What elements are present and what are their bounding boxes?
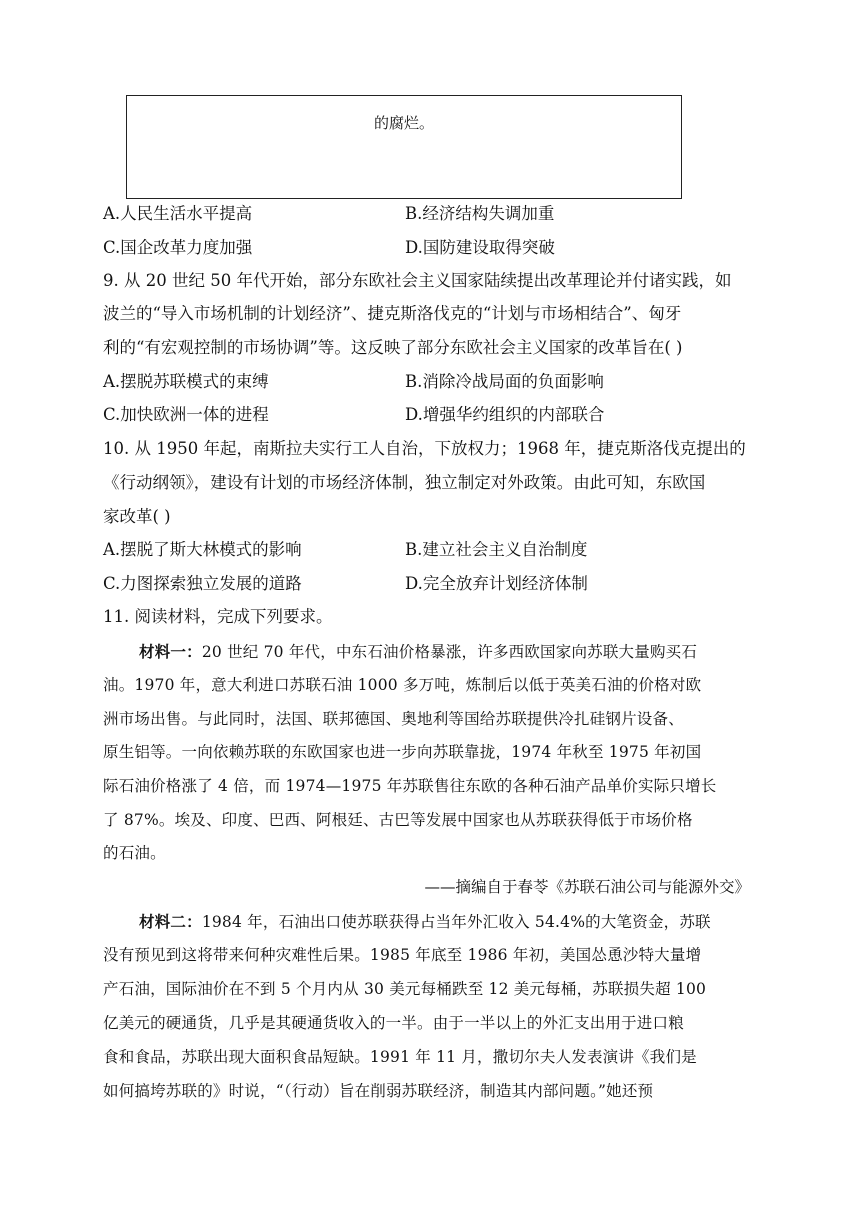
q10-stem-line-3: 家改革( ) bbox=[103, 507, 171, 526]
q10-stem-line-2: 《行动纲领》，建设有计划的市场经济体制，独立制定对外政策。由此可知，东欧国 bbox=[103, 473, 706, 492]
material-1-line-7: 的石油。 bbox=[103, 844, 166, 862]
material-2-line-6: 如何搞垮苏联的》时说，“（行动）旨在削弱苏联经济，制造其内部问题。”她还预 bbox=[103, 1082, 654, 1100]
box-text: 的腐烂。 bbox=[373, 114, 434, 132]
q9-option-a: A.摆脱苏联模式的束缚 bbox=[103, 372, 269, 391]
material-1-line-4: 原生铝等。一向依赖苏联的东欧国家也进一步向苏联靠拢，1974 年秋至 1975 年初国 bbox=[103, 743, 702, 761]
q8-option-b: B.经济结构失调加重 bbox=[405, 204, 555, 223]
q10-stem-line-1: 10. 从 1950 年起，南斯拉夫实行工人自治，下放权力；1968 年，捷克斯洛伐克提出的 bbox=[103, 439, 746, 458]
material-2-line-5: 食和食品，苏联出现大面积食品短缺。1991 年 11 月，撒切尔夫人发表演讲《我们是 bbox=[103, 1048, 697, 1066]
material-1-source: ——摘编自于春苓《苏联石油公司与能源外交》 bbox=[424, 878, 750, 896]
q9-option-b: B.消除冷战局面的负面影响 bbox=[405, 372, 604, 391]
material-2-label: 材料二： bbox=[139, 912, 202, 931]
q8-option-a: A.人民生活水平提高 bbox=[103, 204, 253, 223]
q8-option-d: D.国防建设取得突破 bbox=[405, 238, 555, 257]
q10-option-c: C.力图探索独立发展的道路 bbox=[103, 574, 302, 593]
material-1-text-1: 20 世纪 70 年代，中东石油价格暴涨，许多西欧国家向苏联大量购买石 bbox=[201, 643, 698, 661]
q10-option-a: A.摆脱了斯大林模式的影响 bbox=[103, 540, 302, 559]
material-2-line-4: 亿美元的硬通货，几乎是其硬通货收入的一半。由于一半以上的外汇支出用于进口粮 bbox=[103, 1014, 684, 1032]
material-1-line-1 bbox=[139, 644, 697, 661]
q10-option-d: D.完全放弃计划经济体制 bbox=[405, 574, 588, 593]
material-box bbox=[126, 95, 682, 199]
q9-stem-line-3: 利的“有宏观控制的市场协调”等。这反映了部分东欧社会主义国家的改革旨在( ) bbox=[103, 338, 683, 357]
q8-option-c: C.国企改革力度加强 bbox=[103, 238, 253, 257]
material-2-text-1: 1984 年，石油出口使苏联获得占当年外汇收入 54.4%的大笔资金，苏联 bbox=[201, 913, 711, 931]
q9-stem-line-2: 波兰的“导入市场机制的计划经济”、捷克斯洛伐克的“计划与市场相结合”、匈牙 bbox=[103, 304, 682, 323]
q9-stem-line-1: 9. 从 20 世纪 50 年代开始，部分东欧社会主义国家陆续提出改革理论并付诸实践，如 bbox=[103, 271, 732, 290]
material-1-line-3: 洲市场出售。与此同时，法国、联邦德国、奥地利等国给苏联提供冷扎硅钢片设备、 bbox=[103, 710, 684, 728]
material-2-line-2: 没有预见到这将带来何种灾难性后果。1985 年底至 1986 年初，美国怂恿沙特大量增 bbox=[103, 946, 702, 964]
q9-option-d: D.增强华约组织的内部联合 bbox=[405, 405, 605, 424]
q11-intro: 11. 阅读材料，完成下列要求。 bbox=[103, 607, 333, 626]
q9-option-c: C.加快欧洲一体的进程 bbox=[103, 405, 269, 424]
material-2-line-1 bbox=[139, 914, 711, 931]
q10-option-b: B.建立社会主义自治制度 bbox=[405, 540, 588, 559]
material-1-line-6: 了 87%。埃及、印度、巴西、阿根廷、古巴等发展中国家也从苏联获得低于市场价格 bbox=[103, 811, 693, 829]
material-1-line-2: 油。1970 年，意大利进口苏联石油 1000 多万吨，炼制后以低于英美石油的价格对欧 bbox=[103, 676, 702, 694]
material-1-label: 材料一： bbox=[139, 642, 202, 661]
material-2-line-3: 产石油，国际油价在不到 5 个月内从 30 美元每桶跌至 12 美元每桶，苏联损失超 100 bbox=[103, 980, 707, 998]
material-1-line-5: 际石油价格涨了 4 倍，而 1974—1975 年苏联售往东欧的各种石油产品单价实际只增长 bbox=[103, 777, 717, 795]
